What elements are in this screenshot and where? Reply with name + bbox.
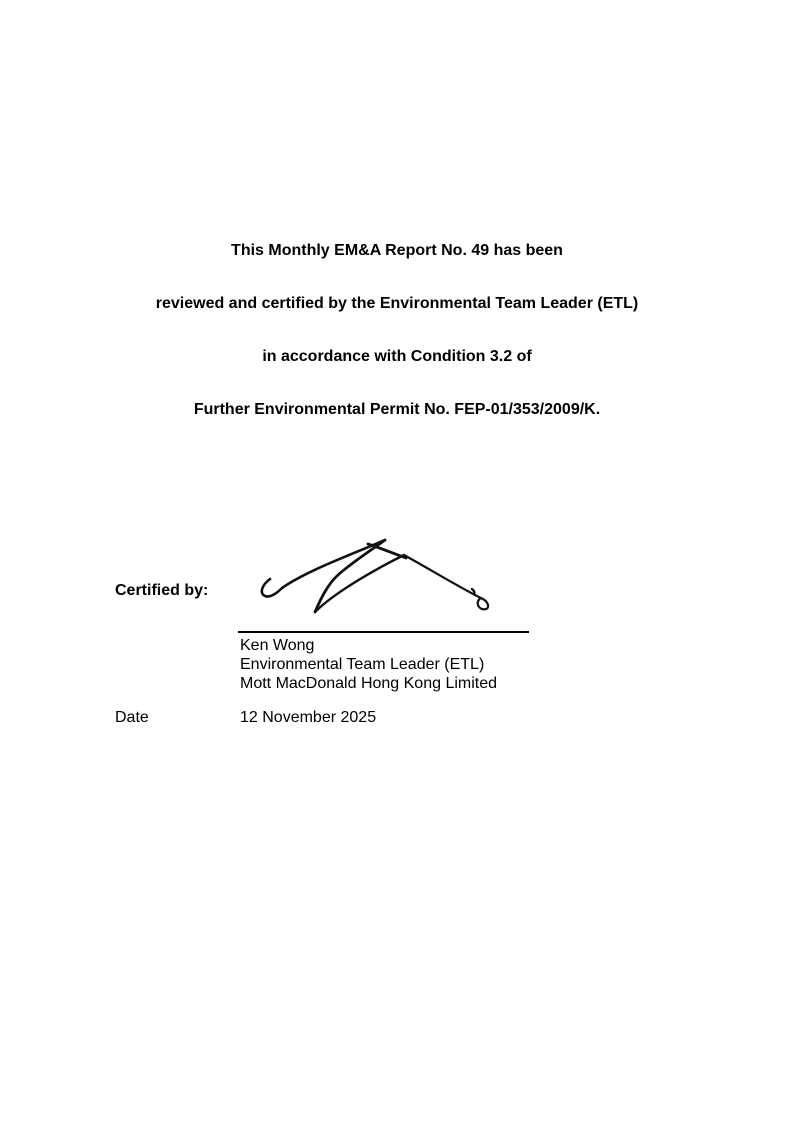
signature-line [238,631,529,633]
signatory-block [240,636,497,693]
handwritten-signature-icon [258,532,498,618]
certification-statement-line-3: in accordance with Condition 3.2 of [262,348,532,365]
certification-statement-line-1: This Monthly EM&A Report No. 49 has been [231,242,563,259]
date-value: 12 November 2025 [240,709,377,726]
certification-statement-line-4: Further Environmental Permit No. FEP-01/353/2009/K. [193,401,601,418]
certified-by-label: Certified by: [115,582,209,599]
date-label: Date [115,709,149,726]
signatory-title: Environmental Team Leader (ETL) [240,656,485,673]
signatory-name: Ken Wong [240,637,315,654]
signatory-company: Mott MacDonald Hong Kong Limited [240,675,498,692]
certification-statement-line-2: reviewed and certified by the Environmental Team Leader (ETL) [155,295,639,312]
